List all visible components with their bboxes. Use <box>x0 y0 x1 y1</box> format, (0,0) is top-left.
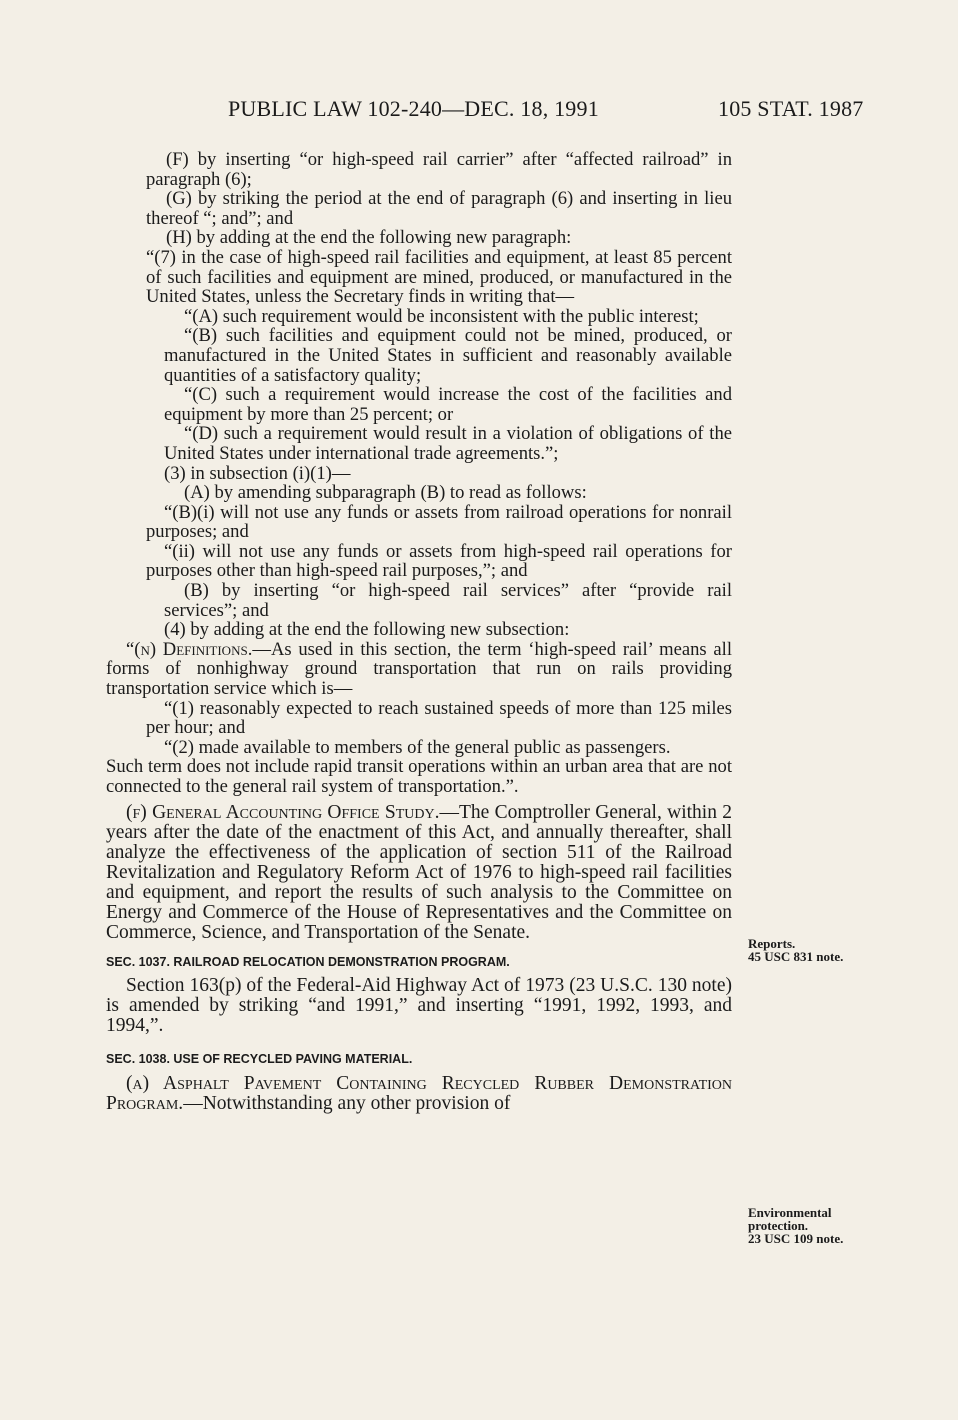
margin-note-environmental <box>748 1206 843 1245</box>
paragraph-7-text: “(7) in the case of high-speed rail facilities and equipment, at least 85 percent of such facilities and equipment are mined, produced, or manufactured in the United States, unless the Secretary finds in writing that— <box>146 246 732 308</box>
paragraph-3: (3) in subsection (i)(1)— <box>164 462 351 484</box>
subsection-f <box>106 803 732 943</box>
running-header-title: PUBLIC LAW 102-240—DEC. 18, 1991 <box>228 96 599 121</box>
margin-note-line: 23 USC 109 note. <box>748 1231 844 1246</box>
subsection-f-heading: (f) General Accounting Office Study. <box>126 801 440 823</box>
margin-note-reports <box>748 937 843 963</box>
clause-bi: “(B)(i) will not use any funds or assets from railroad operations for nonrail purposes; and <box>146 501 732 543</box>
clause-d: “(D) such a requirement would result in a violation of obligations of the United States under international trade agreements.”; <box>164 423 732 464</box>
paragraph-h: (H) by adding at the end the following new paragraph: <box>166 227 572 249</box>
clause-ii: “(ii) will not use any funds or assets from high-speed rail operations for purposes other than high-speed rail purposes,”; and <box>146 540 732 582</box>
margin-note-line: protection. <box>748 1218 809 1233</box>
clause-b: “(B) such facilities and equipment could not be mined, produced, or manufactured in the United States in sufficient and reasonably available quantities of a satisfactory quality; <box>164 325 732 386</box>
page-number: 105 STAT. 1987 <box>718 96 864 121</box>
body-text <box>106 150 732 1114</box>
subsection-n-body: —As used in this section, the term ‘high-speed rail’ means all forms of nonhighway ground transportation that run on rails providing transportation service which is— <box>106 638 732 700</box>
definition-2: “(2) made available to members of the general public as passengers. <box>164 736 671 758</box>
paragraph-4: (4) by adding at the end the following new subsection: <box>164 619 570 641</box>
subsection-a-heading: (a) Asphalt Pavement Containing Recycled Rubber Demonstration Program. <box>106 1072 732 1114</box>
paragraph-g: (G) by striking the period at the end of paragraph (6) and inserting in lieu thereof “; and”; and <box>146 188 732 229</box>
subsection-n-heading: “(n) Definitions. <box>126 638 253 660</box>
clause-c: “(C) such a requirement would increase the cost of the facilities and equipment by more than 25 percent; or <box>164 384 732 425</box>
definition-1: “(1) reasonably expected to reach sustained speeds of more than 125 miles per hour; and <box>146 697 732 739</box>
margin-note-line: Environmental <box>748 1205 832 1220</box>
section-1038-heading: SEC. 1038. USE OF RECYCLED PAVING MATERIAL. <box>106 1052 413 1067</box>
subsection-f-body: —The Comptroller General, within 2 years after the date of the enactment of this Act, and annually thereafter, shall analyze the effectiveness of the application of section 511 of the Railroad Revitalization and Regulatory Reform Act of 1976 to high-speed rail facilities and equipment, and report the results of such analysis to the Committee on Energy and Commerce of the House of Representatives and the Committee on Commerce, Science, and Transportation of the Senate. <box>106 801 733 943</box>
clause-a: “(A) such requirement would be inconsistent with the public interest; <box>184 305 699 327</box>
subsection-a-body: —Notwithstanding any other provision of <box>183 1092 511 1114</box>
paragraph-7 <box>106 248 732 307</box>
subsection-n <box>106 640 732 699</box>
section-1037-heading: SEC. 1037. RAILROAD RELOCATION DEMONSTRATION PROGRAM. <box>106 954 510 969</box>
margin-note-line: Reports. <box>748 936 796 951</box>
subparagraph-b: (B) by inserting “or high-speed rail services” after “provide rail services”; and <box>164 580 732 621</box>
paragraph-f: (F) by inserting “or high-speed rail carrier” after “affected railroad” in paragraph (6); <box>146 149 732 190</box>
margin-note-line: 45 USC 831 note. <box>748 949 844 964</box>
subparagraph-a: (A) by amending subparagraph (B) to read as follows: <box>184 482 587 504</box>
subsection-a <box>106 1074 732 1114</box>
section-1037-text: Section 163(p) of the Federal-Aid Highway Act of 1973 (23 U.S.C. 130 note) is amended by striking “and 1991,” and inserting “1991, 1992, 1993, and 1994,”. <box>106 975 732 1037</box>
definition-exclusion: Such term does not include rapid transit operations within an urban area that are not connected to the general rail system of transportation.”. <box>106 756 732 797</box>
